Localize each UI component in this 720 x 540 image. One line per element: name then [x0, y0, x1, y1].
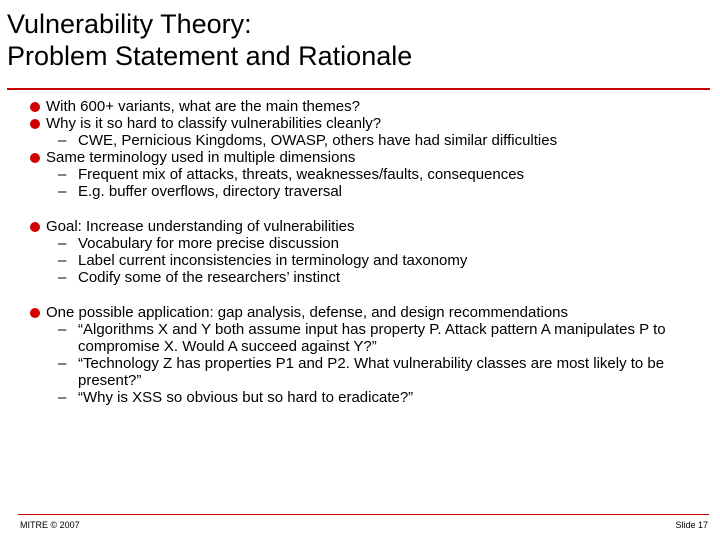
- bullet-item: [0, 149, 720, 166]
- bullet-text: With 600+ variants, what are the main themes?: [46, 98, 360, 115]
- sub-bullet-item: [0, 321, 720, 355]
- sub-bullet-item: [0, 235, 720, 252]
- sub-bullet-text: Frequent mix of attacks, threats, weaknesses/faults, consequences: [78, 166, 525, 183]
- sub-bullet-text: CWE, Pernicious Kingdoms, OWASP, others have had similar difficulties: [78, 132, 558, 149]
- dash-icon: –: [58, 269, 67, 286]
- footer-divider: [18, 514, 709, 515]
- sub-bullet-item: [0, 389, 720, 406]
- bullet-text: Goal: Increase understanding of vulnerabilities: [46, 218, 355, 235]
- sub-bullet-item: [0, 355, 720, 389]
- sub-bullet-item: [0, 166, 720, 183]
- bullet-text: Same terminology used in multiple dimensions: [46, 149, 356, 166]
- bullet-item: [0, 98, 720, 115]
- sub-bullet-item: [0, 269, 720, 286]
- dash-icon: –: [58, 132, 67, 149]
- sub-bullet-text: Label current inconsistencies in terminology and taxonomy: [78, 252, 468, 269]
- bullet-item: [0, 115, 720, 132]
- sub-bullet-item: [0, 183, 720, 200]
- spacer: [0, 200, 720, 218]
- bullet-dot-icon: [30, 222, 40, 232]
- title-line-2: Problem Statement and Rationale: [7, 41, 413, 71]
- title-line-1: Vulnerability Theory:: [7, 9, 252, 39]
- bullet-text: Why is it so hard to classify vulnerabilities cleanly?: [46, 115, 382, 132]
- dash-icon: –: [58, 235, 67, 252]
- sub-bullet-list: [0, 235, 720, 286]
- dash-icon: –: [58, 355, 67, 372]
- dash-icon: –: [58, 389, 67, 406]
- sub-bullet-text: Vocabulary for more precise discussion: [78, 235, 339, 252]
- sub-bullet-text: “Technology Z has properties P1 and P2. What vulnerability classes are most likely to be present?”: [78, 355, 665, 389]
- sub-bullet-item: [0, 132, 720, 149]
- sub-bullet-list: [0, 321, 720, 406]
- slide-title: [7, 8, 412, 72]
- sub-bullet-text: Codify some of the researchers’ instinct: [78, 269, 341, 286]
- bullet-dot-icon: [30, 153, 40, 163]
- sub-bullet-list: [0, 132, 720, 149]
- slide-number: Slide 17: [675, 520, 708, 530]
- bullet-dot-icon: [30, 308, 40, 318]
- sub-bullet-list: [0, 166, 720, 200]
- bullet-item: [0, 218, 720, 235]
- dash-icon: –: [58, 321, 67, 338]
- bullet-dot-icon: [30, 102, 40, 112]
- bullet-dot-icon: [30, 119, 40, 129]
- sub-bullet-text: “Algorithms X and Y both assume input has property P. Attack pattern A manipulates P to compromise X. Would A succeed against Y?”: [78, 321, 666, 355]
- dash-icon: –: [58, 183, 67, 200]
- spacer: [0, 286, 720, 304]
- title-divider: [7, 88, 710, 90]
- sub-bullet-text: E.g. buffer overflows, directory traversal: [78, 183, 342, 200]
- bullet-item: [0, 304, 720, 321]
- sub-bullet-text: “Why is XSS so obvious but so hard to eradicate?”: [78, 389, 414, 406]
- dash-icon: –: [58, 252, 67, 269]
- bullet-text: One possible application: gap analysis, defense, and design recommendations: [46, 304, 568, 321]
- sub-bullet-item: [0, 252, 720, 269]
- footer-copyright: MITRE © 2007: [20, 520, 80, 530]
- bullet-list: [0, 98, 720, 406]
- dash-icon: –: [58, 166, 67, 183]
